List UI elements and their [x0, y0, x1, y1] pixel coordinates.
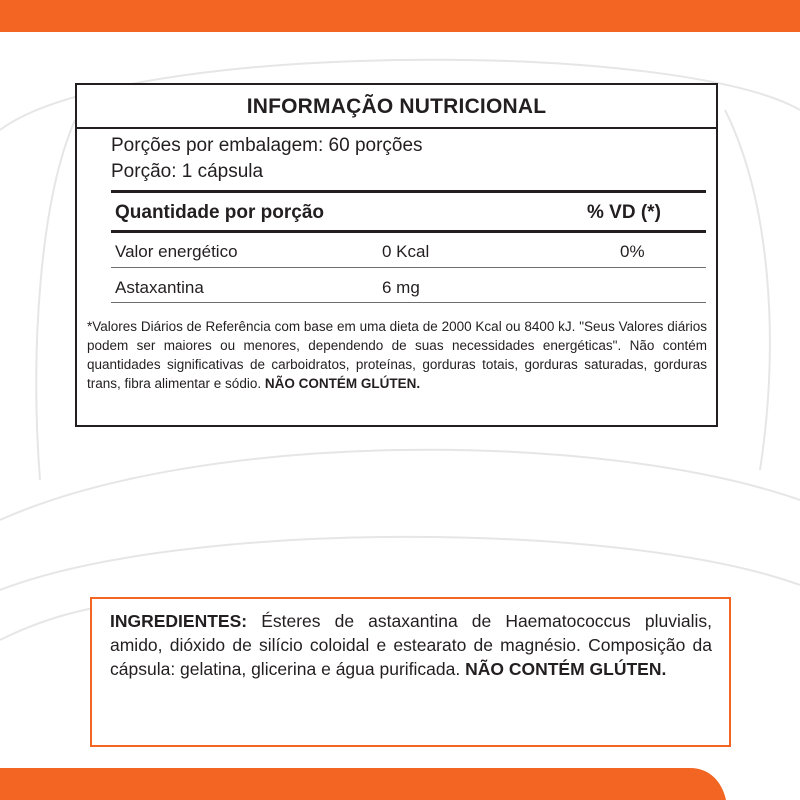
servings-per-package: Porções por embalagem: 60 porções — [111, 135, 423, 156]
nutrition-facts-table — [75, 83, 718, 427]
row-amount: 6 mg — [382, 278, 420, 297]
row-divider — [111, 267, 706, 268]
ingredients-gluten-note: NÃO CONTÉM GLÚTEN. — [465, 659, 667, 679]
row-name: Astaxantina — [115, 278, 204, 297]
nutrition-footnote — [87, 317, 707, 393]
divider — [111, 230, 706, 233]
row-amount: 0 Kcal — [382, 242, 430, 261]
serving-size: Porção: 1 cápsula — [111, 161, 264, 182]
ingredients-box — [90, 597, 731, 747]
divider — [111, 190, 706, 193]
row-name: Valor energético — [115, 242, 238, 261]
ingredients-list: Ésteres de astaxantina de Haematococcus pluvialis, amido, dióxido de silício coloidal e estearato de magnésio. Composição da cápsula: gelatina, glicerina e água purificada. — [110, 611, 712, 679]
bottom-accent-bar — [0, 768, 800, 800]
row-daily-value: 0% — [620, 242, 645, 261]
nutrition-title: INFORMAÇÃO NUTRICIONAL — [77, 85, 716, 129]
header-daily-value: % VD (*) — [587, 202, 661, 223]
footnote-text: *Valores Diários de Referência com base em uma dieta de 2000 Kcal ou 8400 kJ. "Seus Valores diários podem ser maiores ou menores, dependendo de suas necessidades energéticas". Não contém quantidades significativas de carboidratos, proteínas, gorduras totais, gorduras saturadas, gorduras trans, fibra alimentar e sódio. — [87, 319, 707, 391]
gluten-free-note: NÃO CONTÉM GLÚTEN. — [264, 376, 421, 391]
ingredients-text — [110, 609, 712, 681]
header-quantity: Quantidade por porção — [115, 202, 325, 223]
ingredients-label: INGREDIENTES: — [110, 611, 248, 631]
row-divider — [111, 302, 706, 303]
